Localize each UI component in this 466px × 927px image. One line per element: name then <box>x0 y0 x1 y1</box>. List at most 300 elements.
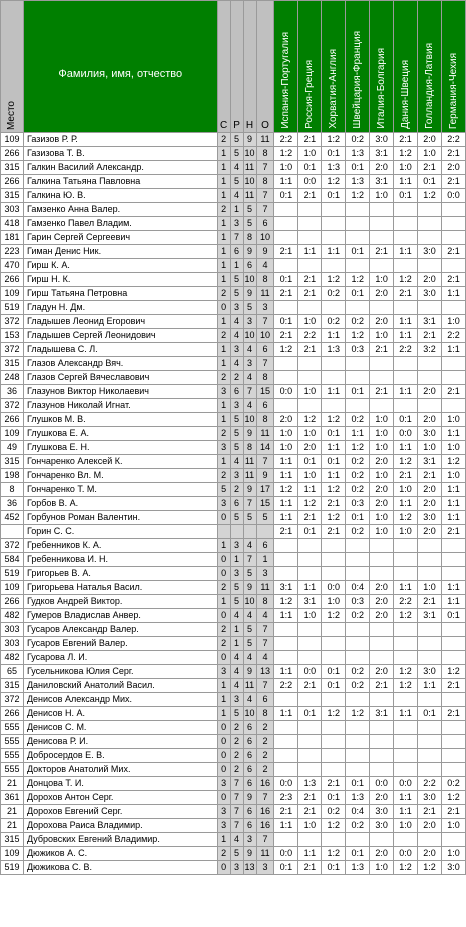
stat-cell <box>256 525 274 539</box>
stat-header-r: Р <box>230 1 243 133</box>
result-cell: 3:0 <box>418 791 442 805</box>
result-cell: 1:1 <box>441 343 465 357</box>
table-row <box>1 427 466 441</box>
place-cell: 482 <box>1 609 24 623</box>
result-cell: 1:1 <box>274 511 298 525</box>
result-cell <box>346 623 370 637</box>
result-cell: 0:2 <box>346 133 370 147</box>
result-cell: 1:0 <box>370 861 394 875</box>
result-cell: 3:0 <box>441 861 465 875</box>
result-cell <box>322 539 346 553</box>
result-cell: 1:0 <box>370 189 394 203</box>
stat-cell: 1 <box>230 203 243 217</box>
table-row <box>1 567 466 581</box>
stat-cell: 3 <box>217 819 230 833</box>
result-cell: 2:1 <box>298 679 322 693</box>
result-cell <box>441 371 465 385</box>
result-cell: 1:2 <box>322 133 346 147</box>
place-cell: 452 <box>1 511 24 525</box>
stat-cell: 4 <box>243 693 256 707</box>
result-cell: 1:0 <box>370 525 394 539</box>
result-cell: 1:2 <box>298 413 322 427</box>
stat-cell: 9 <box>243 791 256 805</box>
result-cell: 1:1 <box>274 455 298 469</box>
name-cell: Гиман Денис Ник. <box>23 245 217 259</box>
result-cell <box>274 553 298 567</box>
result-cell: 1:2 <box>346 273 370 287</box>
result-cell <box>322 735 346 749</box>
stat-cell: 4 <box>230 315 243 329</box>
result-cell <box>322 217 346 231</box>
result-cell: 2:1 <box>298 861 322 875</box>
stat-cell: 5 <box>243 623 256 637</box>
table-row <box>1 819 466 833</box>
stat-cell: 5 <box>230 147 243 161</box>
result-cell: 0:1 <box>322 147 346 161</box>
result-cell: 1:1 <box>441 287 465 301</box>
result-cell: 0:1 <box>418 707 442 721</box>
result-cell: 0:1 <box>322 791 346 805</box>
place-cell: 49 <box>1 441 24 455</box>
stat-cell: 7 <box>256 679 274 693</box>
stat-cell: 6 <box>256 539 274 553</box>
result-cell: 1:0 <box>418 581 442 595</box>
result-cell: 0:2 <box>346 819 370 833</box>
stat-cell: 7 <box>256 791 274 805</box>
stat-cell: 9 <box>243 427 256 441</box>
result-cell <box>322 231 346 245</box>
name-cell: Добросердов Е. В. <box>23 749 217 763</box>
stat-cell: 0 <box>217 749 230 763</box>
stat-cell: 5 <box>230 595 243 609</box>
match-header: Дания-Швеция <box>394 1 418 133</box>
stat-cell: 8 <box>256 175 274 189</box>
stat-cell: 7 <box>256 189 274 203</box>
result-cell: 1:0 <box>441 441 465 455</box>
result-cell <box>394 763 418 777</box>
result-cell: 1:2 <box>322 273 346 287</box>
result-cell: 1:1 <box>394 581 418 595</box>
place-cell: 21 <box>1 805 24 819</box>
result-cell <box>441 399 465 413</box>
name-cell: Гончаренко Алексей К. <box>23 455 217 469</box>
name-cell: Глазов Александр Вяч. <box>23 357 217 371</box>
result-cell <box>322 301 346 315</box>
result-cell: 2:2 <box>274 679 298 693</box>
stat-cell: 8 <box>256 707 274 721</box>
stat-cell: 3 <box>230 861 243 875</box>
stat-cell: 3 <box>230 343 243 357</box>
result-cell <box>274 371 298 385</box>
result-cell: 2:0 <box>418 847 442 861</box>
stat-cell: 1 <box>217 399 230 413</box>
result-cell <box>394 539 418 553</box>
result-cell <box>274 203 298 217</box>
result-cell <box>274 833 298 847</box>
stat-cell: 7 <box>256 637 274 651</box>
stat-cell: 4 <box>243 609 256 623</box>
result-cell <box>370 553 394 567</box>
result-cell: 2:1 <box>298 273 322 287</box>
result-cell: 1:2 <box>274 147 298 161</box>
result-cell: 0:1 <box>322 455 346 469</box>
stat-cell: 10 <box>243 595 256 609</box>
result-cell: 3:1 <box>370 707 394 721</box>
result-cell: 1:2 <box>346 707 370 721</box>
result-cell <box>394 203 418 217</box>
result-cell: 0:2 <box>346 413 370 427</box>
result-cell <box>346 693 370 707</box>
result-cell: 2:0 <box>441 161 465 175</box>
result-cell <box>298 399 322 413</box>
result-cell <box>346 567 370 581</box>
result-cell <box>441 623 465 637</box>
name-cell: Гарин Сергей Сергеевич <box>23 231 217 245</box>
table-row <box>1 189 466 203</box>
result-cell <box>298 567 322 581</box>
result-cell <box>346 217 370 231</box>
result-cell <box>394 721 418 735</box>
result-cell <box>418 399 442 413</box>
result-cell: 2:0 <box>274 413 298 427</box>
stat-cell: 7 <box>243 385 256 399</box>
name-cell: Гудков Андрей Виктор. <box>23 595 217 609</box>
stat-cell: 7 <box>243 553 256 567</box>
result-cell: 3:2 <box>418 343 442 357</box>
result-cell: 1:0 <box>298 147 322 161</box>
result-cell: 1:0 <box>298 427 322 441</box>
result-cell <box>346 749 370 763</box>
name-cell: Гирш К. А. <box>23 259 217 273</box>
result-cell: 2:1 <box>394 133 418 147</box>
result-cell: 0:2 <box>346 455 370 469</box>
result-cell: 1:2 <box>274 483 298 497</box>
result-cell <box>298 763 322 777</box>
stat-cell: 1 <box>217 455 230 469</box>
name-cell: Газизов Р. Р. <box>23 133 217 147</box>
result-cell: 1:0 <box>298 469 322 483</box>
result-cell: 2:2 <box>274 133 298 147</box>
stat-cell: 4 <box>243 539 256 553</box>
result-cell <box>346 371 370 385</box>
result-cell <box>322 357 346 371</box>
stat-cell: 14 <box>256 441 274 455</box>
result-cell: 3:0 <box>418 665 442 679</box>
stat-cell: 2 <box>217 847 230 861</box>
table-row <box>1 525 466 539</box>
result-cell <box>298 833 322 847</box>
name-cell: Гусаров Александр Валер. <box>23 623 217 637</box>
result-cell: 1:1 <box>274 707 298 721</box>
result-cell: 0:0 <box>322 581 346 595</box>
stat-cell: 16 <box>256 777 274 791</box>
result-cell: 2:2 <box>441 329 465 343</box>
result-cell <box>394 371 418 385</box>
result-cell: 0:1 <box>274 189 298 203</box>
table-row <box>1 329 466 343</box>
result-cell: 2:2 <box>298 329 322 343</box>
stat-cell: 1 <box>230 553 243 567</box>
stat-cell: 4 <box>230 679 243 693</box>
result-cell <box>346 735 370 749</box>
result-cell: 2:0 <box>370 581 394 595</box>
stat-cell: 4 <box>230 161 243 175</box>
result-cell: 2:0 <box>370 497 394 511</box>
result-cell: 0:0 <box>394 847 418 861</box>
place-cell: 315 <box>1 833 24 847</box>
stat-cell: 3 <box>243 357 256 371</box>
stat-cell: 2 <box>217 329 230 343</box>
result-cell: 1:1 <box>394 791 418 805</box>
place-cell: 555 <box>1 749 24 763</box>
result-cell: 2:0 <box>418 497 442 511</box>
result-cell: 0:0 <box>394 427 418 441</box>
stat-cell: 11 <box>243 161 256 175</box>
result-cell: 3:1 <box>298 595 322 609</box>
result-cell: 1:2 <box>322 511 346 525</box>
result-cell: 3:1 <box>370 175 394 189</box>
result-cell: 1:3 <box>322 161 346 175</box>
result-cell: 1:2 <box>322 819 346 833</box>
name-cell: Гирш Н. К. <box>23 273 217 287</box>
name-cell: Гусаров Евгений Валер. <box>23 637 217 651</box>
stat-cell: 5 <box>230 273 243 287</box>
result-cell <box>298 203 322 217</box>
result-cell: 1:1 <box>274 175 298 189</box>
result-cell <box>441 693 465 707</box>
result-cell: 2:0 <box>370 609 394 623</box>
result-cell: 1:0 <box>394 483 418 497</box>
result-cell <box>370 567 394 581</box>
stat-cell: 9 <box>243 245 256 259</box>
place-cell: 555 <box>1 721 24 735</box>
table-row <box>1 343 466 357</box>
name-cell: Дорохов Антон Серг. <box>23 791 217 805</box>
result-cell <box>346 539 370 553</box>
stat-cell: 2 <box>230 763 243 777</box>
result-cell: 1:0 <box>394 819 418 833</box>
result-cell: 0:1 <box>394 413 418 427</box>
result-cell <box>298 651 322 665</box>
stat-cell: 1 <box>217 315 230 329</box>
stat-cell: 2 <box>217 203 230 217</box>
stat-cell: 6 <box>243 777 256 791</box>
table-row <box>1 805 466 819</box>
result-cell <box>322 399 346 413</box>
result-cell: 1:0 <box>418 147 442 161</box>
place-cell: 315 <box>1 357 24 371</box>
place-cell: 109 <box>1 133 24 147</box>
stat-cell: 5 <box>230 427 243 441</box>
stat-cell: 6 <box>243 819 256 833</box>
result-cell <box>441 637 465 651</box>
result-cell: 0:1 <box>274 273 298 287</box>
result-cell <box>418 371 442 385</box>
name-cell: Гамзенко Анна Валер. <box>23 203 217 217</box>
name-cell: Гребенникова И. Н. <box>23 553 217 567</box>
stat-cell: 1 <box>217 175 230 189</box>
result-cell: 1:1 <box>394 175 418 189</box>
result-cell <box>370 637 394 651</box>
result-cell <box>441 553 465 567</box>
stat-cell: 7 <box>230 805 243 819</box>
result-cell: 1:1 <box>322 385 346 399</box>
result-cell: 1:0 <box>441 413 465 427</box>
stat-cell: 0 <box>217 791 230 805</box>
result-cell: 1:2 <box>394 273 418 287</box>
result-cell: 2:0 <box>370 483 394 497</box>
name-cell: Гладун Н. Дм. <box>23 301 217 315</box>
header-row <box>1 1 466 133</box>
name-cell: Григорьева Наталья Васил. <box>23 581 217 595</box>
result-cell: 2:1 <box>274 245 298 259</box>
result-cell: 1:0 <box>298 385 322 399</box>
place-cell: 36 <box>1 385 24 399</box>
stat-cell: 2 <box>217 287 230 301</box>
result-cell <box>346 833 370 847</box>
match-header: Швейцария-Франция <box>346 1 370 133</box>
result-cell: 0:1 <box>346 287 370 301</box>
stat-cell: 1 <box>217 679 230 693</box>
stat-cell: 0 <box>217 763 230 777</box>
result-cell <box>298 749 322 763</box>
stat-cell: 9 <box>243 483 256 497</box>
result-cell: 1:0 <box>370 469 394 483</box>
result-cell: 2:3 <box>274 791 298 805</box>
place-cell: 266 <box>1 273 24 287</box>
result-cell <box>322 371 346 385</box>
result-cell <box>274 763 298 777</box>
result-cell: 1:1 <box>274 665 298 679</box>
result-cell: 0:1 <box>346 245 370 259</box>
stat-cell: 2 <box>256 735 274 749</box>
stat-cell: 2 <box>217 469 230 483</box>
result-cell: 1:2 <box>441 455 465 469</box>
result-cell: 1:1 <box>322 469 346 483</box>
result-cell: 1:3 <box>298 777 322 791</box>
result-cell: 1:1 <box>418 679 442 693</box>
name-cell: Гумеров Владислав Анвер. <box>23 609 217 623</box>
stat-cell: 11 <box>256 287 274 301</box>
stat-header-n: Н <box>243 1 256 133</box>
name-cell: Гончаренко Т. М. <box>23 483 217 497</box>
stat-cell: 9 <box>243 581 256 595</box>
table-row <box>1 539 466 553</box>
name-cell: Газизова Т. В. <box>23 147 217 161</box>
result-cell: 1:2 <box>274 343 298 357</box>
stat-cell: 5 <box>243 511 256 525</box>
result-cell: 1:2 <box>394 861 418 875</box>
stat-cell: 0 <box>217 301 230 315</box>
result-cell <box>274 637 298 651</box>
stat-cell: 5 <box>230 175 243 189</box>
table-row <box>1 287 466 301</box>
result-cell <box>298 217 322 231</box>
result-cell <box>418 651 442 665</box>
result-cell <box>274 651 298 665</box>
stat-cell: 1 <box>230 623 243 637</box>
name-cell: Галкина Татьяна Павловна <box>23 175 217 189</box>
result-cell: 2:0 <box>418 385 442 399</box>
table-row <box>1 441 466 455</box>
result-cell: 3:0 <box>370 805 394 819</box>
stat-cell: 1 <box>230 259 243 273</box>
result-cell <box>441 217 465 231</box>
result-cell: 2:0 <box>370 595 394 609</box>
name-cell: Галкина Ю. В. <box>23 189 217 203</box>
table-row <box>1 175 466 189</box>
result-cell <box>394 357 418 371</box>
result-cell <box>418 553 442 567</box>
stat-cell: 10 <box>243 413 256 427</box>
result-cell <box>370 735 394 749</box>
result-cell <box>322 693 346 707</box>
stat-cell: 1 <box>217 245 230 259</box>
stat-cell: 1 <box>217 833 230 847</box>
place-cell: 109 <box>1 581 24 595</box>
name-cell: Горбов В. А. <box>23 497 217 511</box>
stat-cell: 3 <box>230 217 243 231</box>
name-cell: Денисов Н. А. <box>23 707 217 721</box>
stat-cell: 1 <box>217 343 230 357</box>
result-cell <box>298 553 322 567</box>
result-cell: 2:0 <box>298 441 322 455</box>
result-cell: 1:0 <box>418 441 442 455</box>
result-cell <box>418 217 442 231</box>
stat-cell: 4 <box>256 259 274 273</box>
stat-cell: 1 <box>217 707 230 721</box>
stat-cell: 2 <box>230 483 243 497</box>
stat-cell: 8 <box>243 231 256 245</box>
place-cell: 181 <box>1 231 24 245</box>
stat-cell: 6 <box>256 399 274 413</box>
result-cell: 1:0 <box>298 609 322 623</box>
table-row <box>1 721 466 735</box>
stat-cell: 5 <box>230 707 243 721</box>
result-cell: 2:1 <box>441 385 465 399</box>
result-cell <box>418 721 442 735</box>
result-cell: 1:0 <box>370 511 394 525</box>
result-cell <box>274 735 298 749</box>
table-row <box>1 203 466 217</box>
table-row <box>1 595 466 609</box>
table-row <box>1 413 466 427</box>
result-cell <box>346 651 370 665</box>
stat-cell: 6 <box>243 735 256 749</box>
result-cell <box>418 301 442 315</box>
result-cell: 2:1 <box>298 133 322 147</box>
result-cell: 2:1 <box>298 791 322 805</box>
stat-cell: 1 <box>217 693 230 707</box>
stat-cell: 2 <box>230 735 243 749</box>
stat-cell: 0 <box>217 567 230 581</box>
stat-cell: 6 <box>230 245 243 259</box>
table-row <box>1 847 466 861</box>
result-cell: 3:1 <box>418 315 442 329</box>
stat-cell: 1 <box>217 273 230 287</box>
result-cell: 1:0 <box>441 819 465 833</box>
result-cell <box>346 357 370 371</box>
result-cell: 2:1 <box>298 511 322 525</box>
place-header: Место <box>1 1 24 133</box>
result-cell: 1:0 <box>370 441 394 455</box>
result-cell <box>418 259 442 273</box>
result-cell: 1:1 <box>322 329 346 343</box>
stat-cell: 4 <box>243 371 256 385</box>
result-cell: 1:0 <box>441 847 465 861</box>
stat-cell: 13 <box>256 665 274 679</box>
match-header: Германия-Чехия <box>441 1 465 133</box>
